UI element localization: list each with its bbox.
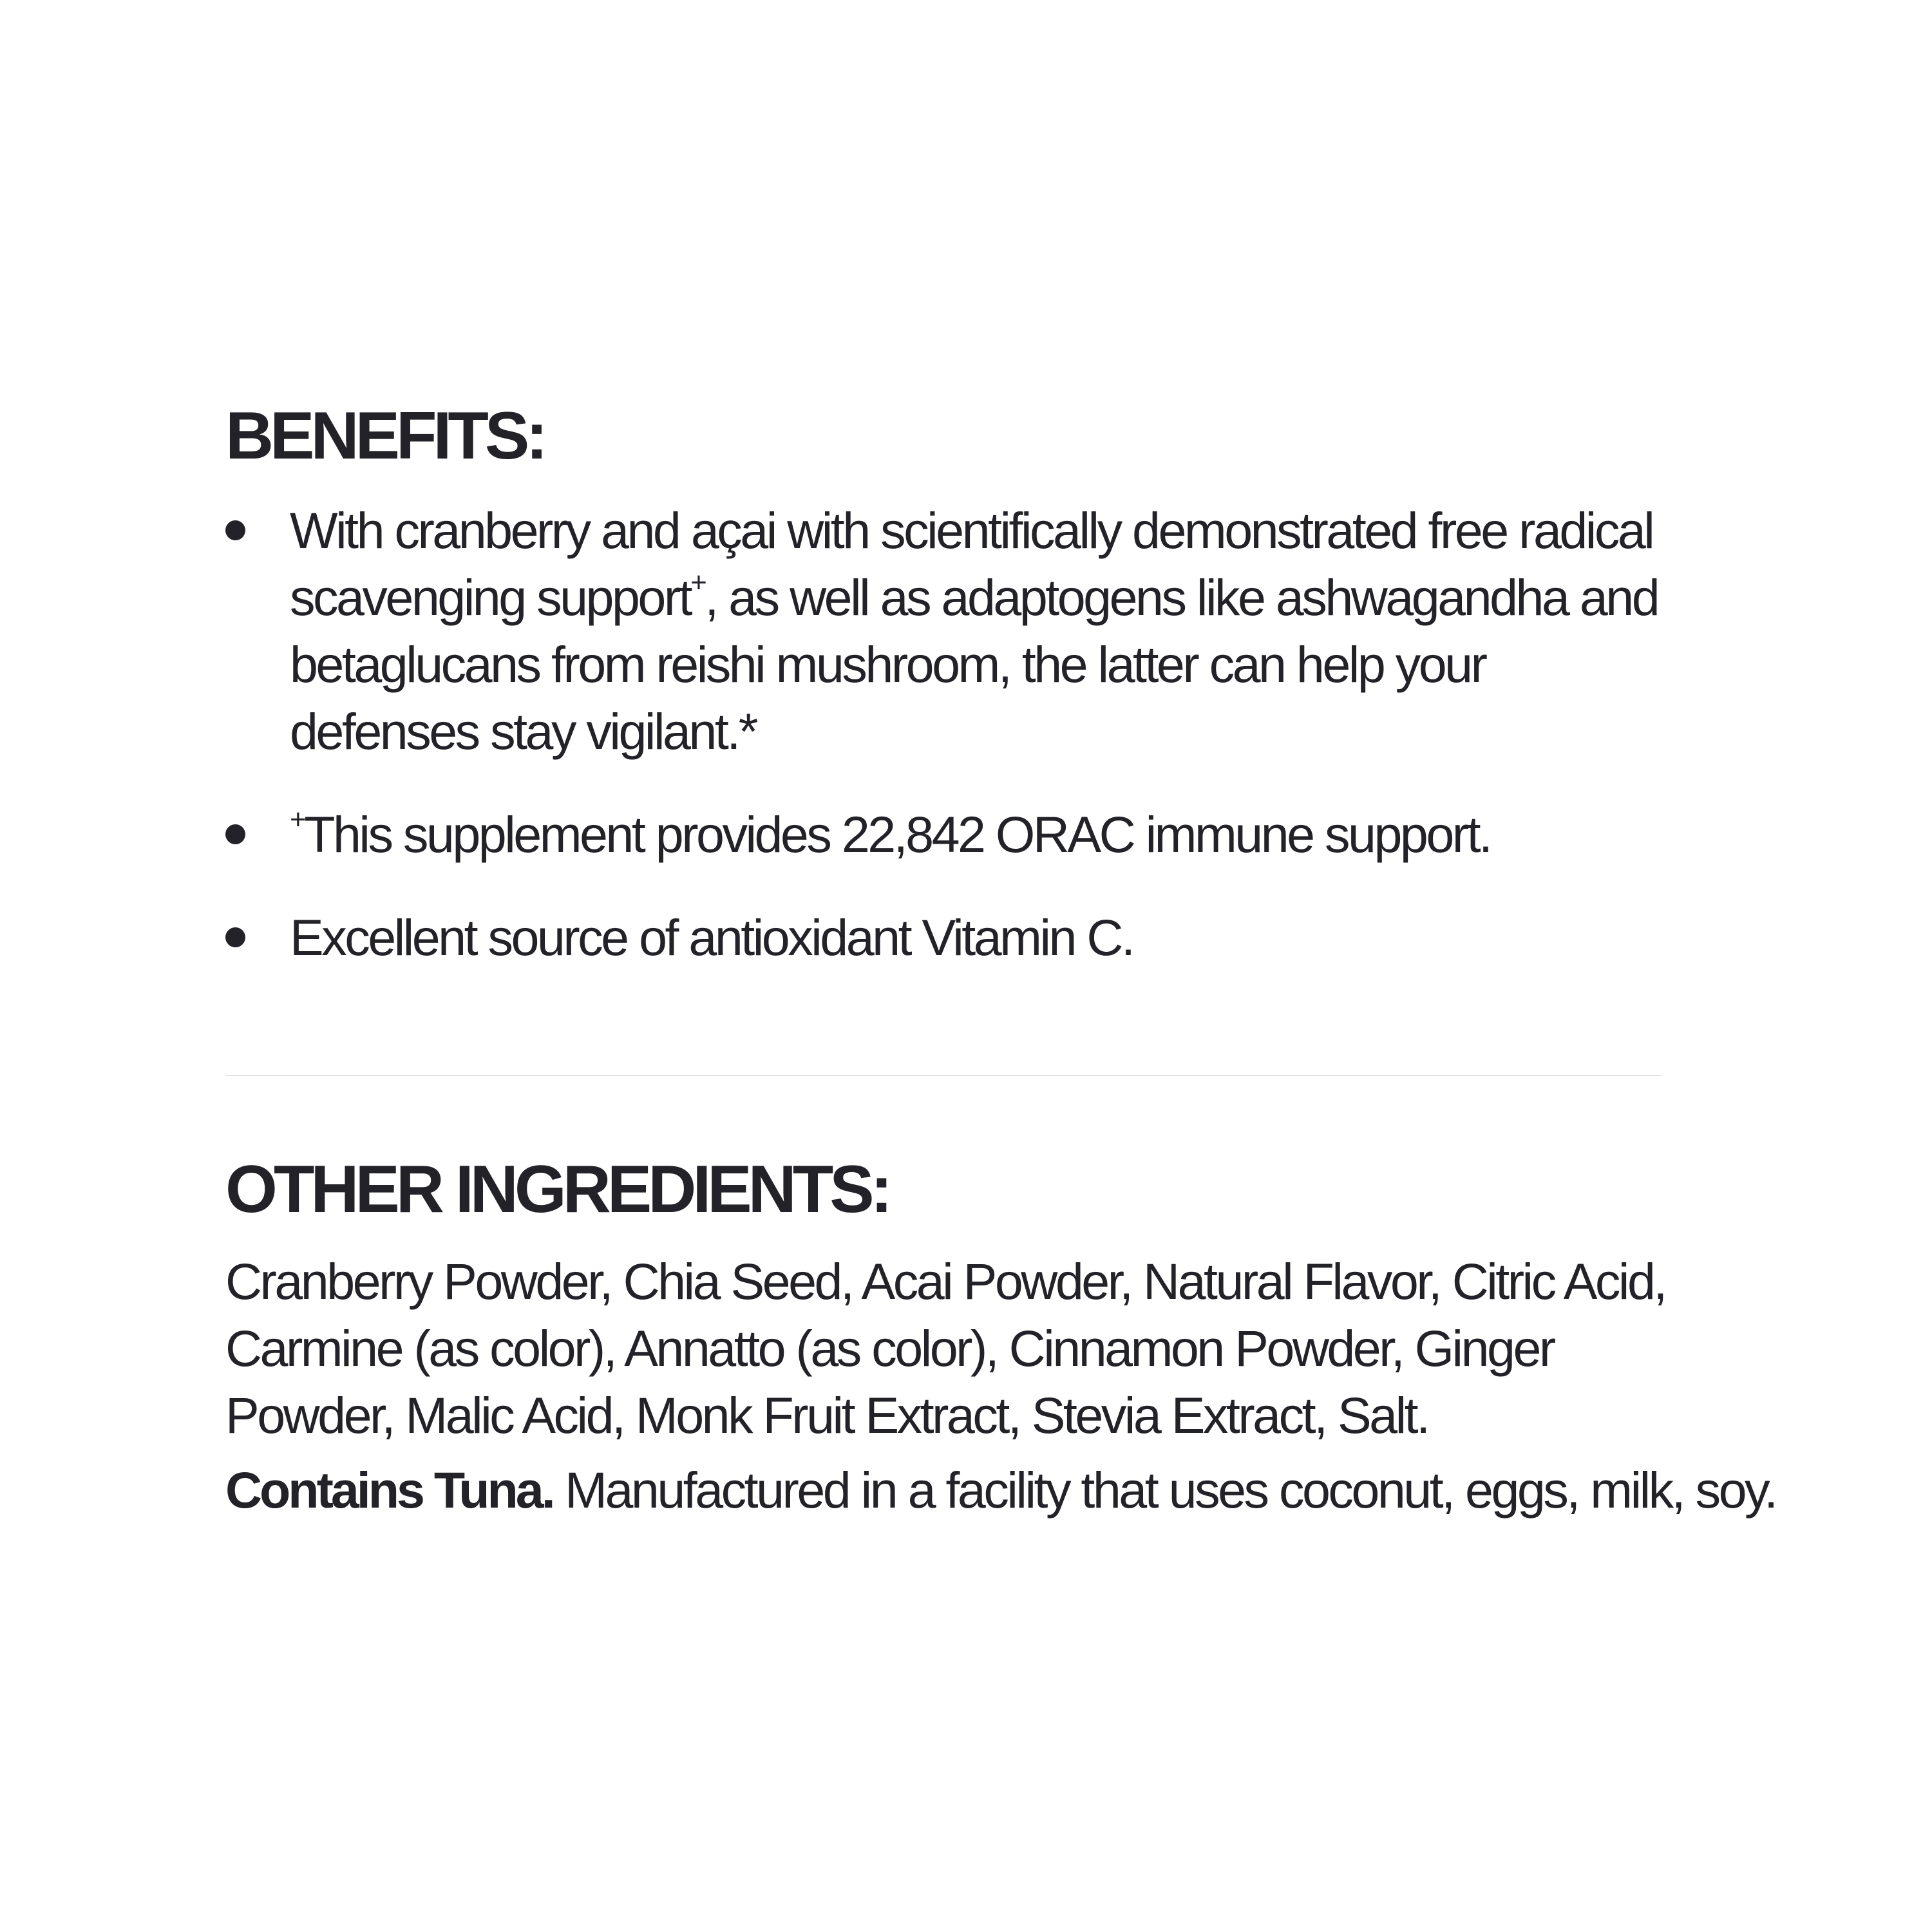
benefit-text-1 [290,497,1668,765]
bullet-icon [225,520,245,540]
benefit-item-1 [225,497,1668,765]
other-ingredients-heading: OTHER INGREDIENTS: [225,1152,889,1227]
ingredients-list-text: Cranberry Powder, Chia Seed, Acai Powder, Natural Flavor, Citric Acid, Carmine (as color), Annatto (as color), Cinnamon Powder, Ginger Powder, Malic Acid, Monk Fruit Extract, Stevia Extract, Salt. [225,1253,1665,1444]
benefit-text-2 [290,801,1668,868]
allergen-statement [225,1457,1835,1524]
other-ingredients-section [225,1153,1835,1524]
benefits-heading: BENEFITS: [225,399,544,473]
allergen-facility-text: Manufactured in a facility that uses coconut, eggs, milk, soy. [553,1461,1776,1519]
bullet-icon [225,927,245,947]
section-divider [225,1075,1662,1076]
benefit-text-1-end: , as well as adaptogens like ashwagandha and betaglucans from reishi mushroom, the latter can help your defenses stay vigilant.* [290,569,1658,761]
dagger-mark: + [690,567,705,599]
benefits-section [225,399,1707,1007]
benefit-item-3 [225,904,1668,971]
benefit-text-2-body: This supplement provides 22,842 ORAC immune support. [304,806,1491,864]
allergen-bold-text: Contains Tuna. [225,1461,553,1519]
benefit-text-1-start: With cranberry and açai with scientifically demonstrated free radical scavenging support [290,502,1653,627]
benefit-item-2 [225,801,1668,868]
benefit-text-3: Excellent source of antioxidant Vitamin C. [290,909,1133,967]
dagger-mark: + [290,804,305,836]
bullet-icon [225,824,245,844]
benefits-list [225,497,1668,971]
